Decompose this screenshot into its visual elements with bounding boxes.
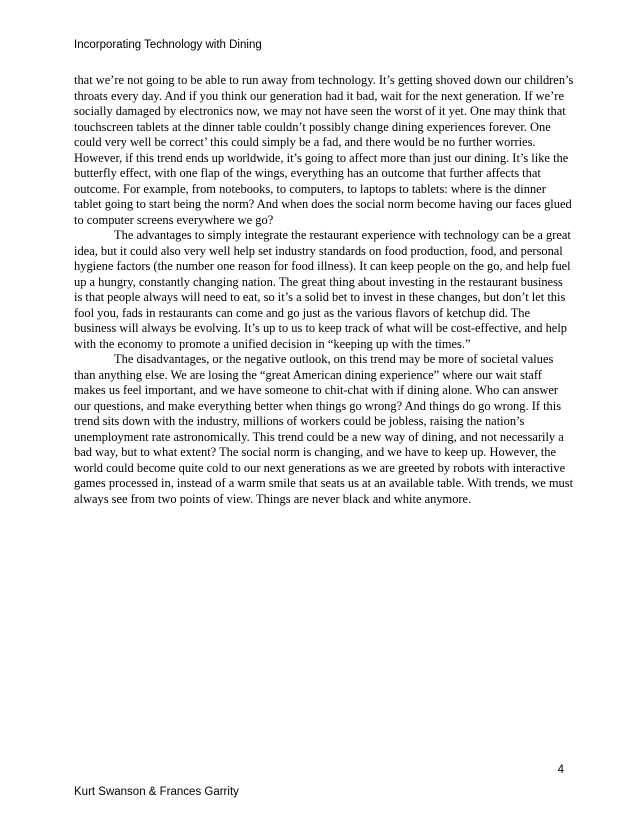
page-number: 4 (557, 764, 564, 776)
paragraph-advantages: The advantages to simply integrate the restaurant experience with technology can be a great idea, but it could also very well help set industry standards on food production, food, and personal hygiene factors (the number one reason for food illness). It can keep people on the go, and help fuel up a hungry, constantly changing nation. The great thing about investing in the restaurant business is that people always will need to eat, so it’s a solid bet to invest in these changes, but don’t let this fool you, fads in restaurants can come and go just as the various flavors of ketchup did. The business will always be evolving. It’s up to us to keep track of what will be cost-effective, and help with the economy to promote a unified decision in “keeping up with the times.” (74, 228, 571, 351)
paragraph-disadvantages: The disadvantages, or the negative outlook, on this trend may be more of societal values than anything else. We are losing the “great American dining experience” where our wait staff makes us feel important, and we have someone to chit-chat with if dining alone. Who can answer our questions, and make everything better when things go wrong? And things do go wrong. If this trend sits down with the industry, millions of workers could be jobless, raising the nation’s unemployment rate astronomically. This trend could be a new way of dining, and not necessarily a bad way, but to what extent? The social norm is changing, and we have to keep up. However, the world could become quite cold to our next generations as we are greeted by robots with interactive games processed in, instead of a warm smile that seats us at an available table. With trends, we must always see from two points of view. Things are never black and white anymore. (74, 352, 574, 506)
paragraph-continuation: that we’re not going to be able to run away from technology. It’s getting shoved down our children’s throats every day. And if you think our generation had it bad, wait for the next generation. If we’re socially damaged by electronics now, we may not have seen the worst of it yet. One may think that touchscreen tablets at the dinner table couldn’t possibly change dining experiences forever. One could very well be correct’ this could simply be a fad, and there would be no further worries. However, if this trend ends up worldwide, it’s going to affect more than just our dining. It’s like the butterfly effect, with one flap of the wings, everything has an outcome that further affects that outcome. For example, from notebooks, to computers, to laptops to tablets: where is the dinner tablet going to start being the norm? And when does the social norm become having our faces glued to computer screens everywhere we go? (74, 73, 574, 227)
body-text (74, 73, 574, 507)
footer-authors: Kurt Swanson & Frances Garrity (74, 786, 239, 798)
running-header: Incorporating Technology with Dining (74, 39, 262, 51)
